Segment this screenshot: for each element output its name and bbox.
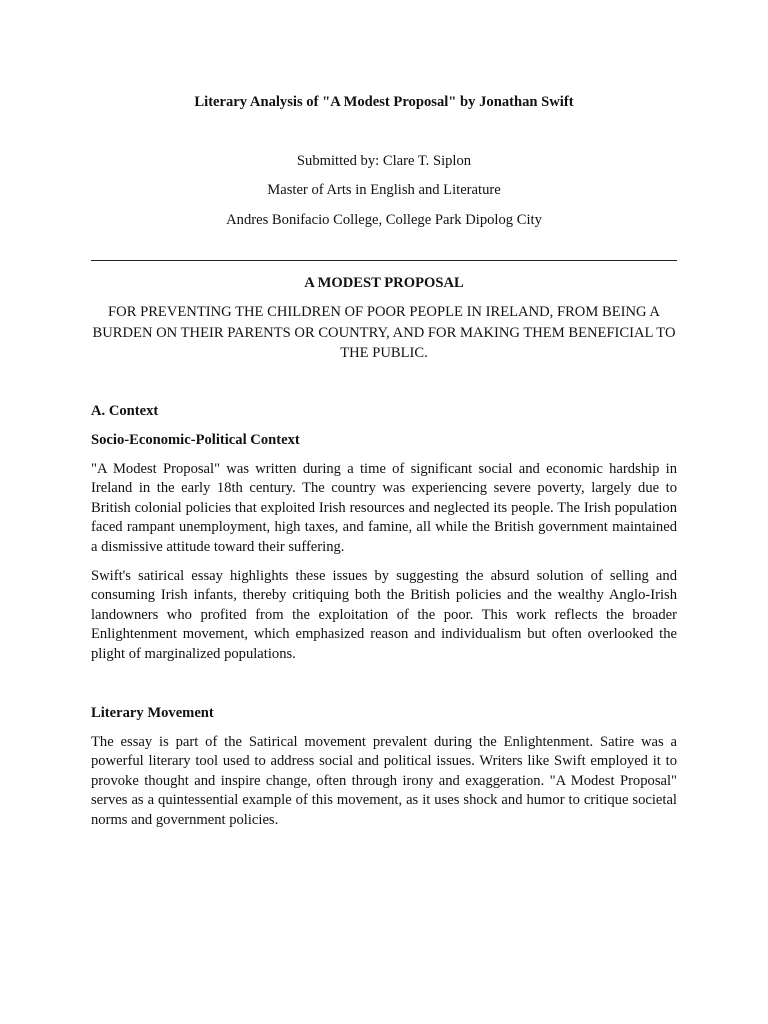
literary-movement-paragraph: The essay is part of the Satirical movement prevalent during the Enlightenment. Satire was a powerful literary tool used to address social and political issues. Writers like Swift employed it to provoke thought and inspire change, often through irony and exaggeration. "A Modest Proposal" serves as a quintessential example of this movement, as it uses shock and humor to critique societal norms and government policies. [91, 734, 677, 828]
proposal-title: A MODEST PROPOSAL [304, 275, 464, 291]
proposal-subtitle: FOR PREVENTING THE CHILDREN OF POOR PEOPLE IN IRELAND, FROM BEING A BURDEN ON THEIR PARENTS OR COUNTRY, AND FOR MAKING THEM BENEFICIAL TO THE PUBLIC. [92, 304, 676, 361]
context-paragraph-2: Swift's satirical essay highlights these issues by suggesting the absurd solution of selling and consuming Irish infants, thereby critiquing both the British policies and the wealthy Anglo-Irish landowners who profited from the exploitation of the poor. This work reflects the broader Enlightenment movement, which emphasized reason and individualism but often overlooked the plight of marginalized populations. [91, 568, 677, 662]
section-heading-context: A. Context [91, 403, 159, 419]
byline-submitted-by: Submitted by: Clare T. Siplon [296, 153, 472, 169]
subheading-socio-economic-political: Socio-Economic-Political Context [91, 432, 300, 448]
document-title: Literary Analysis of "A Modest Proposal" by Jonathan Swift [194, 94, 574, 110]
context-paragraph-1: "A Modest Proposal" was written during a time of significant social and economic hardship in Ireland in the early 18th century. The country was experiencing severe poverty, largely due to British colonial policies that exploited Irish resources and neglected its people. The Irish population faced rampant unemployment, high taxes, and famine, all while the British government maintained a dismissive attitude toward their suffering. [91, 461, 677, 555]
byline-college: Andres Bonifacio College, College Park Dipolog City [226, 212, 542, 228]
byline-degree: Master of Arts in English and Literature [267, 182, 501, 198]
horizontal-divider [91, 260, 677, 261]
section-heading-literary-movement: Literary Movement [91, 705, 214, 721]
